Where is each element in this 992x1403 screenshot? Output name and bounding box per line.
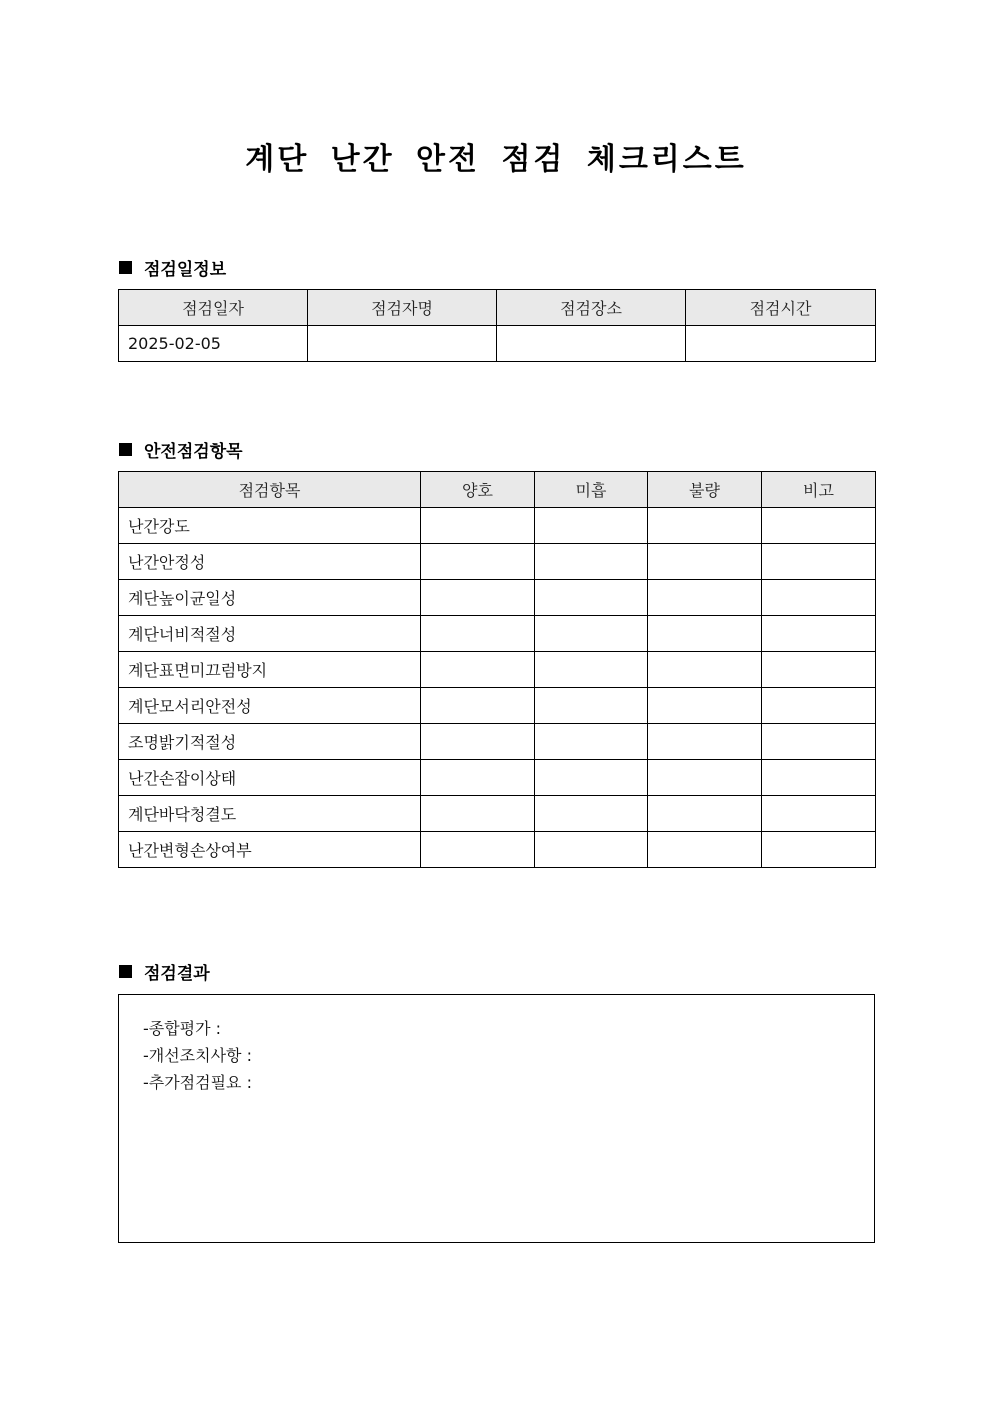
table-row	[119, 724, 876, 760]
table-row	[119, 616, 876, 652]
section-heading-label: 안전점검항목	[144, 442, 243, 462]
inspection-result-box[interactable]	[118, 994, 875, 1243]
inspection-time-cell[interactable]	[686, 326, 876, 362]
table-header-row	[119, 290, 876, 326]
poor-cell[interactable]	[535, 616, 648, 652]
note-cell[interactable]	[762, 616, 876, 652]
square-bullet-icon	[119, 965, 132, 978]
item-label: 계단바닥청결도	[119, 796, 421, 832]
good-cell[interactable]	[421, 544, 535, 580]
inspection-place-cell[interactable]	[497, 326, 686, 362]
section-heading-info	[119, 255, 226, 280]
header-bad: 불량	[648, 472, 762, 508]
item-label: 난간변형손상여부	[119, 832, 421, 868]
table-row	[119, 326, 876, 362]
poor-cell[interactable]	[535, 724, 648, 760]
note-cell[interactable]	[762, 832, 876, 868]
note-cell[interactable]	[762, 652, 876, 688]
good-cell[interactable]	[421, 724, 535, 760]
header-item: 점검항목	[119, 472, 421, 508]
bad-cell[interactable]	[648, 832, 762, 868]
poor-cell[interactable]	[535, 832, 648, 868]
bad-cell[interactable]	[648, 796, 762, 832]
square-bullet-icon	[119, 261, 132, 274]
bad-cell[interactable]	[648, 580, 762, 616]
item-label: 계단너비적절성	[119, 616, 421, 652]
section-heading-items	[119, 437, 243, 462]
table-row	[119, 796, 876, 832]
bad-cell[interactable]	[648, 508, 762, 544]
item-label: 난간강도	[119, 508, 421, 544]
poor-cell[interactable]	[535, 760, 648, 796]
bad-cell[interactable]	[648, 616, 762, 652]
header-good: 양호	[421, 472, 535, 508]
additional-inspection-line: -추가점검필요 :	[143, 1073, 252, 1092]
good-cell[interactable]	[421, 616, 535, 652]
header-note: 비고	[762, 472, 876, 508]
bad-cell[interactable]	[648, 724, 762, 760]
table-row	[119, 508, 876, 544]
table-row	[119, 544, 876, 580]
good-cell[interactable]	[421, 652, 535, 688]
bad-cell[interactable]	[648, 688, 762, 724]
bad-cell[interactable]	[648, 544, 762, 580]
item-label: 조명밝기적절성	[119, 724, 421, 760]
header-inspection-date: 점검일자	[119, 290, 308, 326]
square-bullet-icon	[119, 443, 132, 456]
good-cell[interactable]	[421, 760, 535, 796]
poor-cell[interactable]	[535, 796, 648, 832]
poor-cell[interactable]	[535, 652, 648, 688]
bad-cell[interactable]	[648, 652, 762, 688]
header-inspector-name: 점검자명	[308, 290, 497, 326]
poor-cell[interactable]	[535, 688, 648, 724]
item-label: 난간안정성	[119, 544, 421, 580]
poor-cell[interactable]	[535, 508, 648, 544]
section-heading-result	[119, 959, 210, 984]
table-row	[119, 580, 876, 616]
note-cell[interactable]	[762, 688, 876, 724]
good-cell[interactable]	[421, 508, 535, 544]
header-poor: 미흡	[535, 472, 648, 508]
inspector-name-cell[interactable]	[308, 326, 497, 362]
item-label: 계단모서리안전성	[119, 688, 421, 724]
note-cell[interactable]	[762, 544, 876, 580]
poor-cell[interactable]	[535, 544, 648, 580]
good-cell[interactable]	[421, 688, 535, 724]
header-inspection-time: 점검시간	[686, 290, 876, 326]
section-heading-label: 점검일정보	[144, 260, 227, 280]
item-label: 계단표면미끄럼방지	[119, 652, 421, 688]
header-inspection-place: 점검장소	[497, 290, 686, 326]
note-cell[interactable]	[762, 724, 876, 760]
section-heading-label: 점검결과	[144, 964, 210, 984]
note-cell[interactable]	[762, 760, 876, 796]
bad-cell[interactable]	[648, 760, 762, 796]
inspection-info-table	[118, 289, 876, 362]
table-row	[119, 688, 876, 724]
inspection-date-cell[interactable]: 2025-02-05	[119, 326, 308, 362]
overall-evaluation-line: -종합평가 :	[143, 1019, 222, 1038]
safety-items-table	[118, 471, 876, 868]
table-row	[119, 652, 876, 688]
corrective-action-line: -개선조치사항 :	[143, 1046, 252, 1065]
item-label: 난간손잡이상태	[119, 760, 421, 796]
document-title: 계단 난간 안전 점검 체크리스트	[245, 142, 747, 177]
item-label: 계단높이균일성	[119, 580, 421, 616]
good-cell[interactable]	[421, 580, 535, 616]
note-cell[interactable]	[762, 508, 876, 544]
table-header-row	[119, 472, 876, 508]
note-cell[interactable]	[762, 580, 876, 616]
good-cell[interactable]	[421, 796, 535, 832]
table-row	[119, 832, 876, 868]
good-cell[interactable]	[421, 832, 535, 868]
table-row	[119, 760, 876, 796]
poor-cell[interactable]	[535, 580, 648, 616]
note-cell[interactable]	[762, 796, 876, 832]
